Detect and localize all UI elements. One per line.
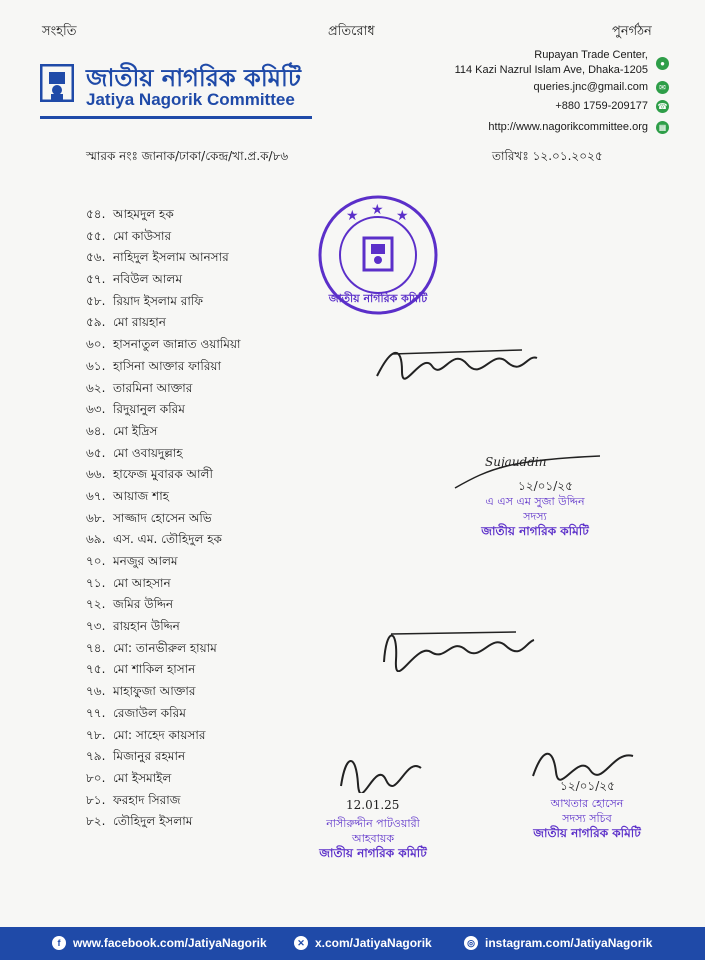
member-name: মো: তানভীরুল হায়াম	[113, 640, 217, 655]
member-name: মো কাউসার	[113, 228, 172, 243]
web-icon: ▦	[656, 121, 669, 134]
member-name: মনজুর আলম	[113, 554, 178, 568]
stamp-convener-org: জাতীয় নাগরিক কমিটি	[319, 846, 427, 860]
member-name: মিজানুর রহমান	[113, 749, 186, 764]
phone-text[interactable]: +880 1759-209177	[555, 100, 648, 112]
footer-facebook-link[interactable]: www.facebook.com/JatiyaNagorik	[73, 936, 267, 950]
member-item	[86, 594, 241, 616]
member-item	[86, 638, 241, 660]
member-item	[86, 356, 241, 378]
member-number: ৬৭.	[86, 488, 106, 503]
member-number: ৬৯.	[86, 532, 106, 547]
member-number: ৭৬.	[86, 684, 106, 699]
member-number: ৬৬.	[86, 467, 106, 482]
contact-email	[534, 80, 670, 95]
member-number: ৬৪.	[86, 423, 106, 438]
member-item	[86, 529, 241, 551]
member-number: ৬২.	[86, 380, 106, 395]
phone-icon: ☎	[657, 102, 668, 111]
member-number: ৭৩.	[86, 619, 106, 634]
member-item	[86, 616, 241, 638]
member-item	[86, 226, 241, 248]
member-number: ৬৮.	[86, 510, 106, 525]
member-number: ৭২.	[86, 597, 106, 612]
member-number: ৬৩.	[86, 402, 106, 417]
member-number: ৫৮.	[86, 293, 106, 308]
footer-x-link[interactable]: x.com/JatiyaNagorik	[315, 936, 432, 950]
member-number: ৮০.	[86, 770, 106, 785]
member-name: আয়াজ শাহ	[113, 488, 169, 503]
member-number: ৭১.	[86, 575, 106, 590]
footer-x[interactable]	[294, 936, 432, 950]
instagram-icon: ◎	[464, 936, 478, 950]
stamp-secretary-org: জাতীয় নাগরিক কমিটি	[533, 826, 641, 840]
stamp-secretary	[512, 796, 662, 841]
signature-member-date: ১২/০১/২৫	[518, 479, 573, 493]
signature-2	[376, 622, 536, 672]
contact-phone	[555, 99, 669, 114]
member-number: ৬০.	[86, 337, 106, 352]
member-item	[86, 508, 241, 530]
member-item	[86, 399, 241, 421]
contact-address	[455, 48, 669, 78]
slogan-resistance: প্রতিরোধ	[328, 24, 375, 39]
location-icon: ●	[656, 57, 669, 70]
member-number: ৬১.	[86, 358, 106, 373]
stamp-secretary-role: সদস্য সচিব	[562, 812, 612, 825]
email-text[interactable]: queries.jnc@gmail.com	[533, 81, 648, 93]
member-number: ৭৭.	[86, 705, 106, 720]
x-icon: ✕	[294, 936, 308, 950]
member-item	[86, 551, 241, 573]
member-number: ৫৫.	[86, 228, 106, 243]
member-name: রিয়াদ ইসলাম রাফি	[113, 293, 204, 308]
member-number: ৮১.	[86, 792, 106, 807]
member-number: ৭০.	[86, 554, 106, 568]
org-logo	[40, 60, 312, 120]
member-name: সাজ্জাদ হোসেন অভি	[113, 510, 212, 525]
member-name: তৌহিদুল ইসলাম	[113, 814, 193, 829]
stamp-convener-role: আহবায়ক	[351, 832, 395, 845]
member-item	[86, 204, 241, 226]
footer-instagram-link[interactable]: instagram.com/JatiyaNagorik	[485, 936, 653, 950]
member-name: মো ওবায়দুল্লাহ	[113, 445, 183, 460]
seal-text: জাতীয় নাগরিক কমিটি	[328, 292, 428, 305]
website-link[interactable]: http://www.nagorikcommittee.org	[488, 121, 648, 133]
signature-member-handwritten: Sujauddin	[485, 455, 547, 469]
member-item	[86, 269, 241, 291]
signature-convener-date: 12.01.25	[346, 798, 400, 812]
member-item	[86, 464, 241, 486]
facebook-icon: f	[52, 936, 66, 950]
signature-convener-scrawl	[336, 748, 426, 793]
member-item	[86, 811, 241, 833]
seal-star-icon: ★	[396, 208, 409, 224]
member-name: মো: সাহেদ কায়সার	[113, 727, 206, 742]
slogan-unity: সংহতি	[42, 24, 77, 39]
stamp-member-org: জাতীয় নাগরিক কমিটি	[481, 524, 589, 538]
member-name: তারমিনা আক্তার	[113, 380, 193, 395]
member-name: জমির উদ্দিন	[113, 597, 174, 612]
stamp-member	[460, 494, 610, 539]
stamp-convener	[298, 816, 448, 861]
member-item	[86, 421, 241, 443]
member-name: হাসিনা আক্তার ফারিয়া	[113, 358, 221, 373]
member-item	[86, 486, 241, 508]
logo-underline	[40, 116, 312, 119]
memo-date: তারিখঃ ১২.০১.২০২৫	[492, 149, 603, 163]
member-item	[86, 768, 241, 790]
signature-1	[372, 336, 542, 386]
member-item	[86, 790, 241, 812]
member-name: ফরহাদ সিরাজ	[113, 792, 181, 807]
member-item	[86, 334, 241, 356]
member-name: হাফেজ মুবারক আলী	[113, 467, 213, 482]
member-list	[86, 204, 241, 833]
org-seal	[308, 190, 448, 320]
member-item	[86, 573, 241, 595]
memo-reference: স্মারক নংঃ জানাক/ঢাকা/কেন্দ্র/খা.প্র.ক/৮৬	[86, 149, 289, 163]
member-name: মো ইসমাইল	[113, 770, 172, 785]
member-name: এস. এম. তৌহিদুল হক	[113, 532, 222, 547]
address-line-2: 114 Kazi Nazrul Islam Ave, Dhaka-1205	[454, 64, 648, 76]
member-item	[86, 659, 241, 681]
member-name: রেজাউল করিম	[113, 705, 186, 720]
signature-secretary-scrawl	[528, 742, 638, 782]
seal-star-icon: ★	[371, 202, 384, 218]
seal-star-icon: ★	[346, 208, 359, 224]
org-name-bn: জাতীয় নাগরিক কমিটি	[86, 64, 301, 92]
member-name: হাসনাতুল জান্নাত ওয়ামিয়া	[113, 337, 241, 352]
member-number: ৮২.	[86, 814, 106, 829]
member-number: ৭৪.	[86, 640, 106, 655]
member-number: ৫৭.	[86, 272, 106, 287]
footer-bar	[0, 927, 705, 960]
member-item	[86, 703, 241, 725]
member-number: ৭৫.	[86, 662, 106, 677]
member-number: ৫৯.	[86, 315, 106, 330]
member-item	[86, 746, 241, 768]
logo-mark-icon	[40, 64, 74, 102]
member-name: মো রায়হান	[113, 315, 166, 330]
member-item	[86, 247, 241, 269]
footer-instagram[interactable]	[464, 936, 652, 950]
stamp-member-role: সদস্য	[523, 510, 547, 523]
member-name: মো শাকিল হাসান	[113, 662, 196, 677]
member-name: রিদুয়ানুল করিম	[113, 402, 185, 417]
member-item	[86, 725, 241, 747]
footer-facebook[interactable]	[52, 936, 267, 950]
address-line-1: Rupayan Trade Center,	[534, 49, 648, 61]
slogan-rebuild: পুনর্গঠন	[612, 24, 652, 39]
member-name: মো আহসান	[113, 575, 171, 590]
signature-secretary-date: ১২/০১/২৫	[560, 779, 615, 793]
org-name-en: Jatiya Nagorik Committee	[86, 90, 295, 109]
member-item	[86, 443, 241, 465]
member-name: আহমদুল হক	[113, 207, 174, 221]
contact-website	[488, 120, 669, 135]
member-number: ৫৬.	[86, 250, 106, 265]
member-number: ৬৫.	[86, 445, 106, 460]
member-name: রায়হান উদ্দিন	[113, 619, 180, 634]
email-icon: ✉	[656, 81, 669, 94]
member-name: নবিউল আলম	[113, 272, 182, 287]
member-item	[86, 378, 241, 400]
member-name: মো ইদ্রিস	[113, 423, 158, 438]
member-number: ৭৮.	[86, 727, 106, 742]
member-item	[86, 291, 241, 313]
stamp-secretary-name: আখতার হোসেন	[550, 797, 624, 810]
member-item	[86, 312, 241, 334]
member-name: মাহাফুজা আক্তার	[113, 684, 196, 699]
member-number: ৭৯.	[86, 749, 106, 764]
member-item	[86, 681, 241, 703]
stamp-convener-name: নাসীরুদ্দীন পাটওয়ারী	[326, 817, 420, 830]
stamp-member-name: এ এস এম সুজা উদ্দিন	[485, 495, 585, 508]
member-name: নাহিদুল ইসলাম আনসার	[113, 250, 229, 265]
member-number: ৫৪.	[86, 207, 106, 221]
